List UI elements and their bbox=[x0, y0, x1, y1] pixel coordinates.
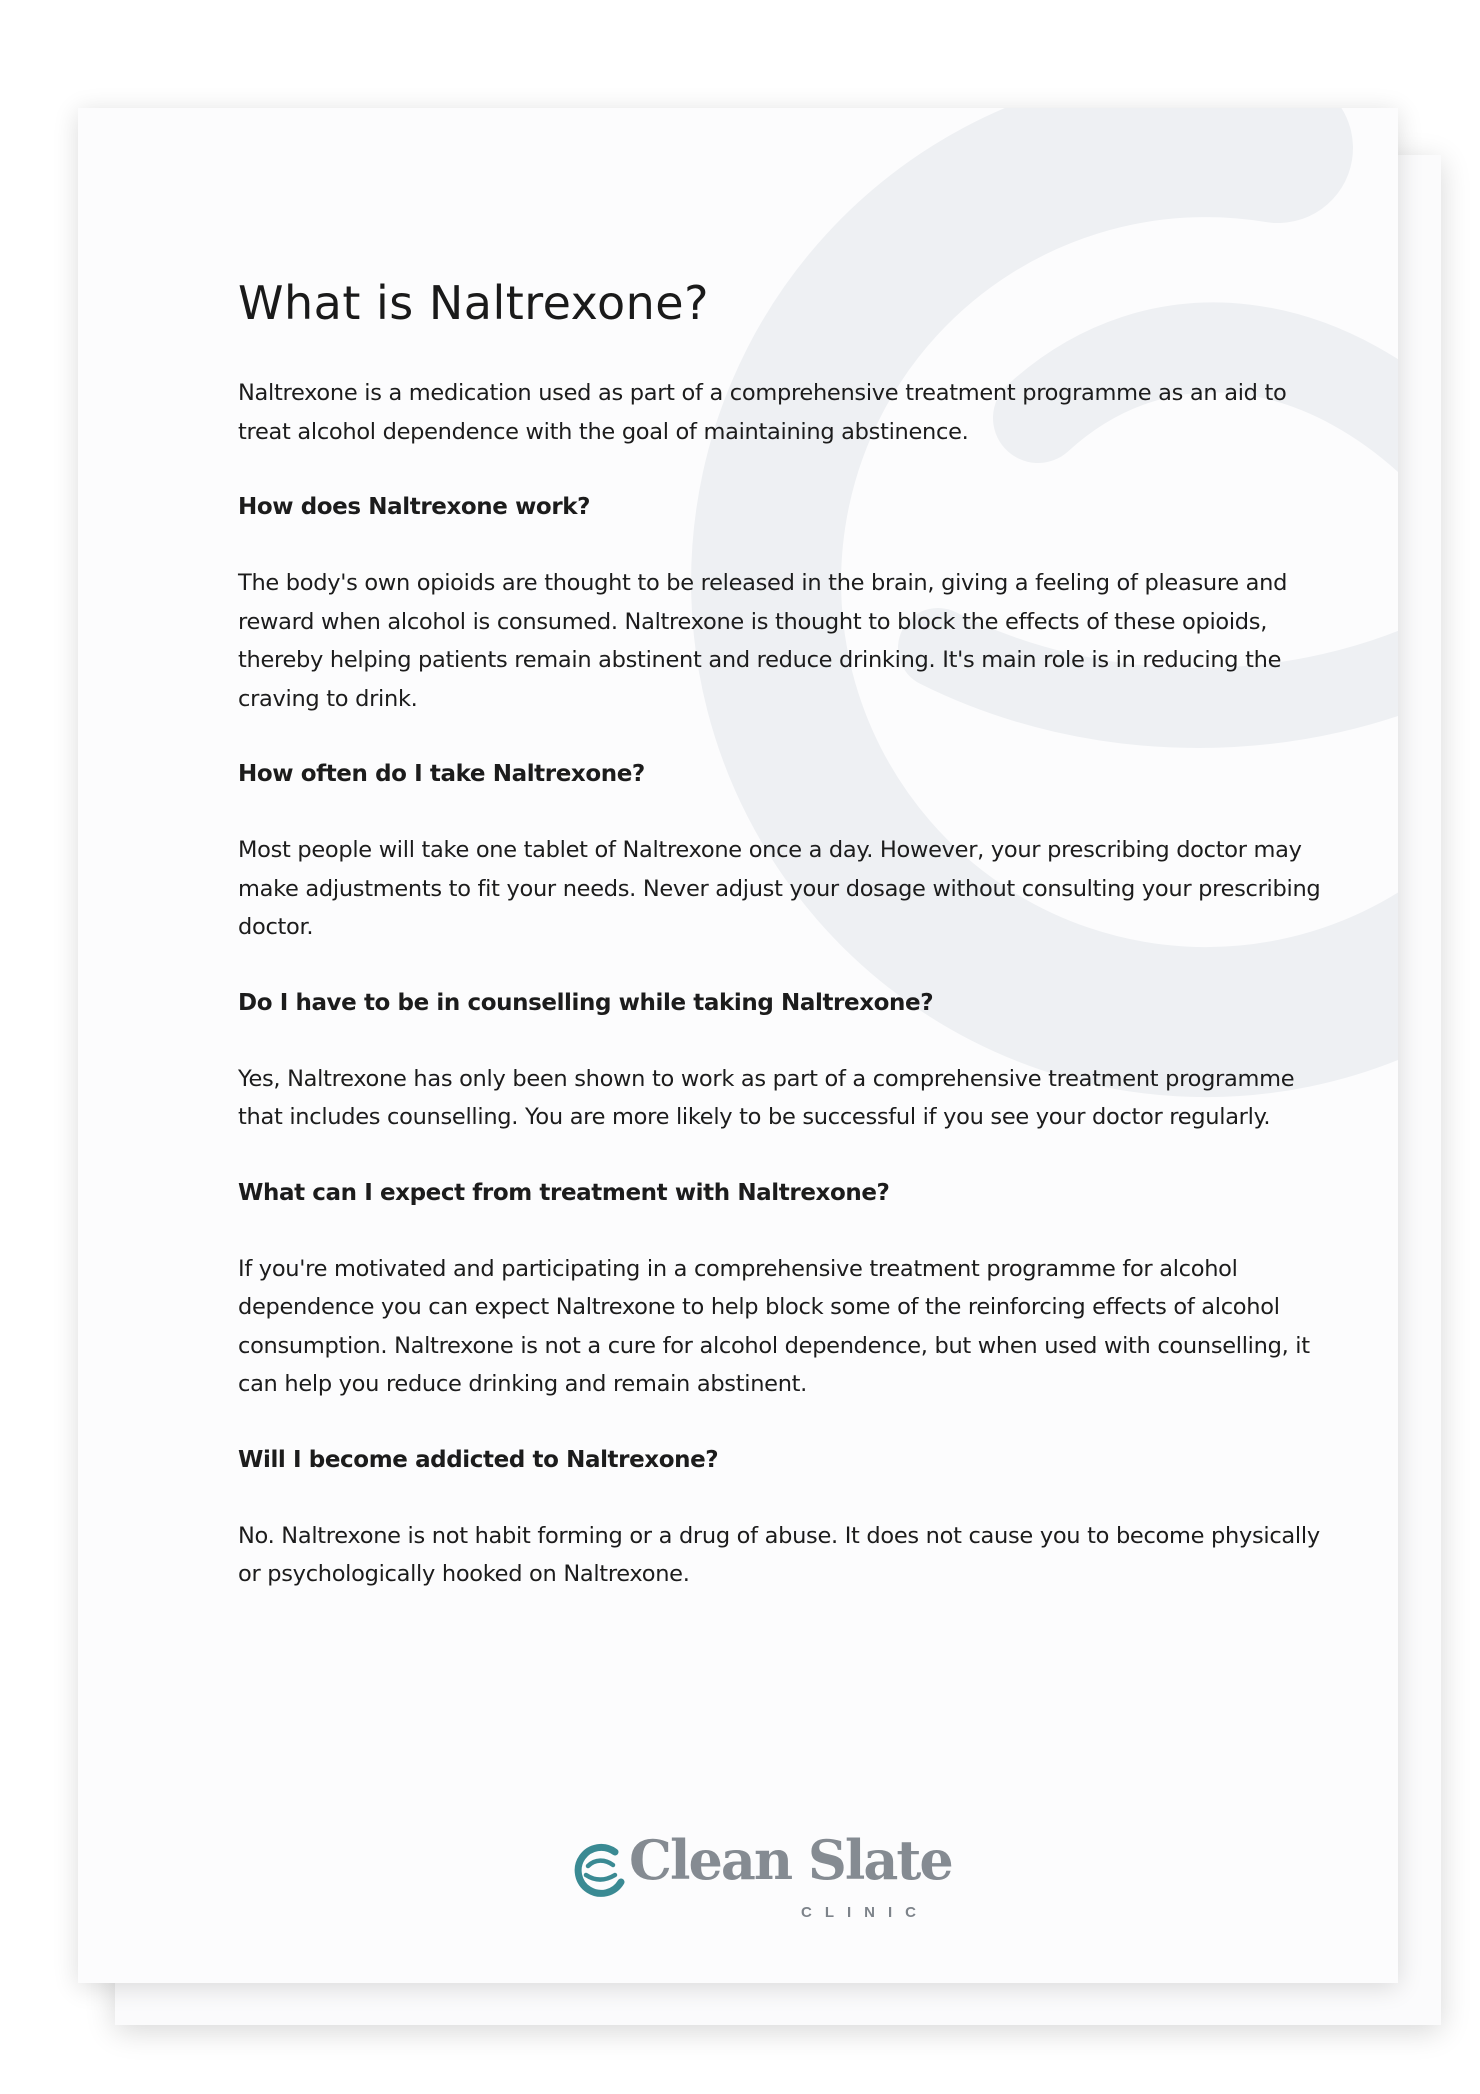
logo-wordmark: Clean Slate bbox=[629, 1828, 952, 1892]
answer-paragraph: If you're motivated and participating in a comprehensive treatment programme for alcohol dependence you can expect Naltrexone to help block some of the reinforcing effects of alcohol consumption. Naltrexone is not a cure for alcohol dependence, but when used with counselling, it can help you reduce drinking and remain abstinent. bbox=[238, 1255, 1310, 1397]
document-body bbox=[238, 276, 1328, 1631]
intro-paragraph: Naltrexone is a medication used as part of a comprehensive treatment programme as an aid to treat alcohol dependence with the goal of maintaining abstinence. bbox=[238, 380, 1287, 445]
question-heading: What can I expect from treatment with Naltrexone? bbox=[238, 1179, 890, 1206]
question-heading: How does Naltrexone work? bbox=[238, 494, 591, 520]
question-heading: Will I become addicted to Naltrexone? bbox=[238, 1446, 719, 1473]
answer-paragraph: Most people will take one tablet of Naltrexone once a day. However, your prescribing doctor may make adjustments to fit your needs. Never adjust your dosage without consulting your prescribing doctor. bbox=[238, 837, 1321, 940]
document-page bbox=[78, 108, 1398, 1983]
logo-subtitle: CLINIC bbox=[801, 1904, 929, 1921]
answer-paragraph: No. Naltrexone is not habit forming or a drug of abuse. It does not cause you to become physically or psychologically hooked on Naltrexone. bbox=[238, 1522, 1320, 1587]
question-heading: How often do I take Naltrexone? bbox=[238, 761, 645, 787]
answer-paragraph: Yes, Naltrexone has only been shown to work as part of a comprehensive treatment programme that includes counselling. You are more likely to be successful if you see your doctor regularly. bbox=[238, 1065, 1295, 1130]
page-title: What is Naltrexone? bbox=[238, 276, 709, 330]
hands-circle-icon bbox=[571, 1842, 627, 1898]
question-heading: Do I have to be in counselling while taking Naltrexone? bbox=[238, 989, 934, 1016]
answer-paragraph: The body's own opioids are thought to be released in the brain, giving a feeling of pleasure and reward when alcohol is consumed. Naltrexone is thought to block the effects of these opioids, thereby helping patients remain abstinent and reduce drinking. It's main role is in reducing the craving to drink. bbox=[238, 570, 1288, 712]
clean-slate-logo bbox=[571, 1828, 952, 1938]
